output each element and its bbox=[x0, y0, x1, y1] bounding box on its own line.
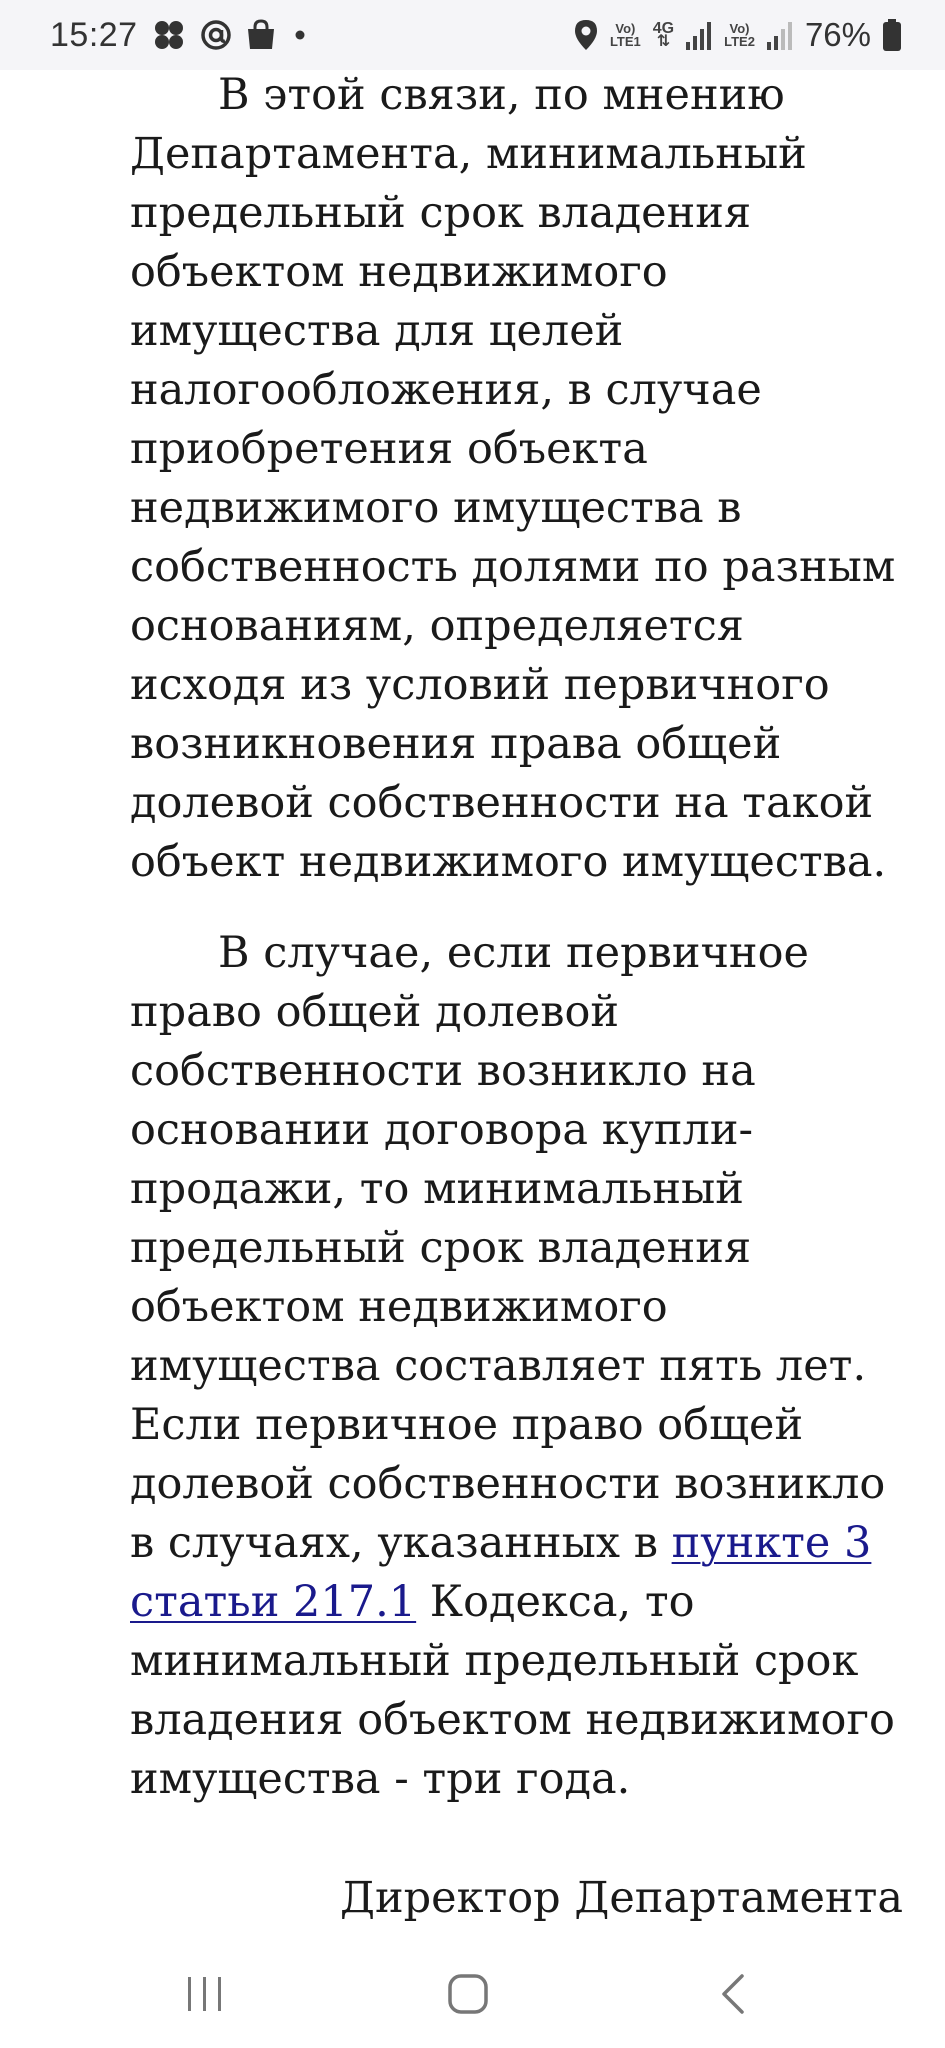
location-icon bbox=[574, 17, 598, 53]
paragraph-2-text-after-link: Кодекса, то минимальный предельный срок владения объектом недвижимого имущества - три года. bbox=[130, 1577, 895, 1804]
status-bar bbox=[0, 0, 945, 70]
network-type: 4G ⇅ bbox=[652, 20, 675, 50]
back-icon bbox=[718, 1972, 748, 2016]
dot-icon bbox=[290, 17, 310, 53]
document-body bbox=[130, 66, 910, 1928]
home-button[interactable] bbox=[423, 1964, 513, 2024]
battery-icon bbox=[883, 17, 901, 53]
status-left bbox=[50, 0, 310, 70]
sim1-label: Vo) LTE1 bbox=[609, 21, 641, 49]
paragraph-2 bbox=[130, 924, 910, 1809]
signal-icon bbox=[686, 17, 712, 53]
app-cluster-icon bbox=[152, 17, 186, 53]
battery-percent: 76% bbox=[804, 16, 871, 53]
status-time: 15:27 bbox=[50, 15, 138, 54]
paragraph-1: В этой связи, по мнению Департамента, минимальный предельный срок владения объектом недвижимого имущества для целей налогообложения, в случае приобретения объекта недвижимого имущества в собственность долями по разным основаниям, определяется исходя из условий первичного возникновения права общей долевой собственности на такой объект недвижимого имущества. bbox=[130, 70, 896, 887]
signature-line: Директор Департамента bbox=[340, 1873, 903, 1923]
shopping-bag-icon bbox=[246, 17, 276, 53]
paragraph-2-text-before-link: В случае, если первичное право общей долевой собственности возникло на основании договора купли-продажи, то минимальный предельный срок владения объектом недвижимого имущества составляет пять лет. Если первичное право общей долевой собственности возникло в случаях, указанных в bbox=[130, 928, 886, 1568]
home-icon bbox=[446, 1972, 490, 2016]
sim2-label: Vo) LTE2 bbox=[724, 21, 755, 49]
navigation-bar bbox=[0, 1940, 945, 2048]
status-right bbox=[574, 0, 901, 70]
back-button[interactable] bbox=[688, 1964, 778, 2024]
at-sign-icon bbox=[200, 17, 232, 53]
recent-apps-icon bbox=[183, 1974, 227, 2014]
law-article-link[interactable]: пункте 3 статьи 217.1 bbox=[130, 1518, 872, 1627]
recent-apps-button[interactable] bbox=[160, 1964, 250, 2024]
signal-icon bbox=[767, 17, 793, 53]
